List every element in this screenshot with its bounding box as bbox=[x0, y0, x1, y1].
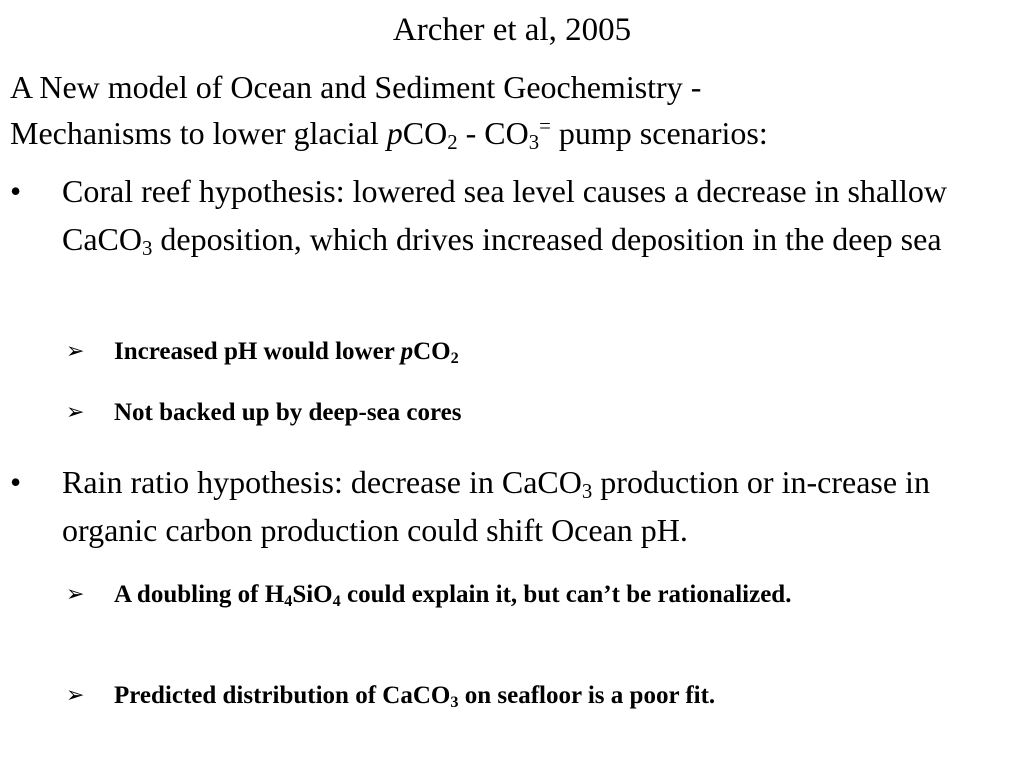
slide-title: Archer et al, 2005 bbox=[392, 12, 632, 48]
subscript: 3 bbox=[581, 480, 593, 504]
subpoint-not-backed bbox=[66, 393, 966, 433]
subtitle-text: CO bbox=[402, 115, 448, 151]
italic-p: p bbox=[400, 338, 414, 365]
subtitle-text: pump scenarios: bbox=[550, 115, 768, 151]
bullet-text-part: Rain ratio hypothesis: decrease in CaCO bbox=[62, 464, 582, 500]
subpoint-text-part: could explain it, but can’t be rationalized. bbox=[340, 581, 792, 608]
subpoint-text-part: on seafloor is a poor fit. bbox=[458, 682, 716, 709]
subscript: 3 bbox=[142, 237, 153, 261]
superscript: = bbox=[539, 114, 551, 138]
subtitle-text: Mechanisms to lower glacial bbox=[10, 115, 387, 151]
subpoint-text-part: A doubling of H bbox=[114, 581, 285, 608]
arrow-bullet-icon: ➢ bbox=[66, 582, 85, 607]
bullet-dot-icon: • bbox=[10, 173, 22, 209]
subscript: 4 bbox=[332, 592, 341, 611]
subscript: 3 bbox=[528, 131, 540, 155]
bullet-rain-ratio bbox=[10, 458, 1010, 554]
bullet-text bbox=[62, 167, 1010, 263]
subpoint-text-part: SiO bbox=[292, 581, 333, 608]
bullet-text-part: Coral reef hypothesis: lowered sea level causes a decrease in shallow CaCO bbox=[62, 173, 947, 257]
subpoint-text-part: CO bbox=[413, 338, 451, 365]
bullet-dot-icon: • bbox=[10, 464, 22, 500]
slide-subtitle bbox=[10, 64, 1010, 156]
subpoint-text-part: Predicted distribution of CaCO bbox=[114, 682, 451, 709]
subpoint-predicted bbox=[66, 676, 966, 716]
subpoint-text: Not backed up by deep-sea cores bbox=[114, 399, 462, 426]
subscript: 4 bbox=[284, 592, 293, 611]
subscript: 2 bbox=[447, 131, 458, 155]
bullet-text-part: production or in-crease in organic carbon production could shift Ocean pH. bbox=[62, 464, 930, 548]
subtitle-line-2 bbox=[10, 110, 1010, 156]
subscript: 2 bbox=[450, 349, 459, 368]
subscript: 3 bbox=[450, 693, 459, 712]
arrow-bullet-icon: ➢ bbox=[66, 400, 85, 425]
subpoint-text bbox=[114, 676, 966, 716]
subpoint-text bbox=[114, 332, 966, 372]
subpoint-text bbox=[114, 575, 866, 615]
subtitle-text: - CO bbox=[457, 115, 529, 151]
subpoint-increased-ph bbox=[66, 332, 966, 372]
arrow-bullet-icon: ➢ bbox=[66, 683, 85, 708]
bullet-text-part: deposition, which drives increased deposition in the deep sea bbox=[152, 221, 942, 257]
italic-p: p bbox=[386, 115, 403, 151]
bullet-text bbox=[62, 458, 1010, 554]
subpoint-doubling bbox=[66, 575, 866, 615]
subpoint-text-part: Increased pH would lower bbox=[114, 338, 401, 365]
bullet-coral-reef bbox=[10, 167, 1010, 263]
subtitle-line-1: A New model of Ocean and Sediment Geochemistry - bbox=[10, 69, 702, 105]
arrow-bullet-icon: ➢ bbox=[66, 339, 85, 364]
